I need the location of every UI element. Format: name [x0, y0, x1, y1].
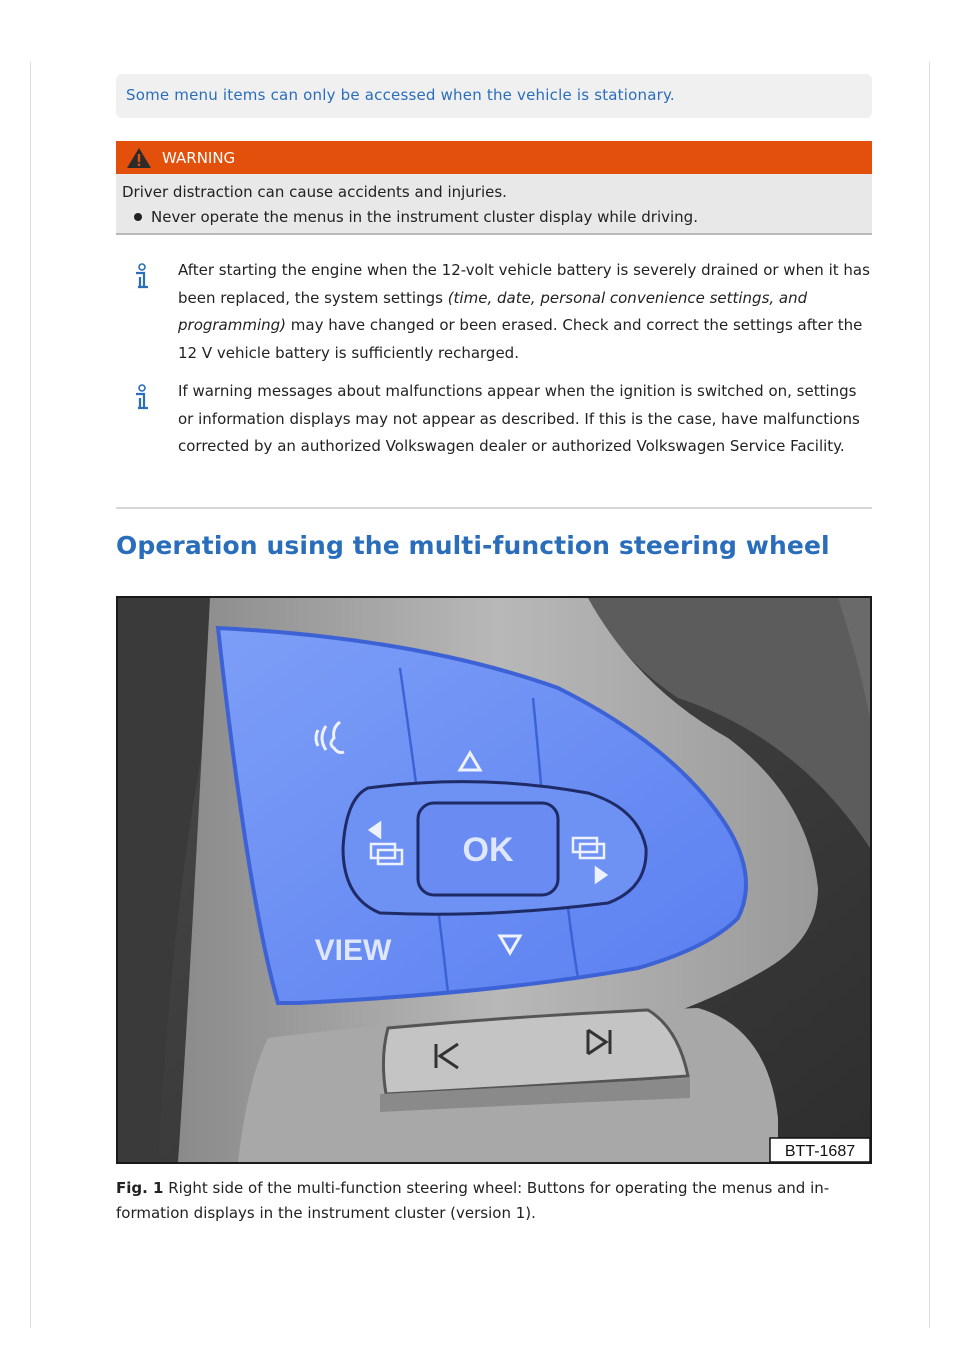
ok-button-label: OK	[462, 831, 514, 869]
warning-title: WARNING	[162, 148, 236, 167]
note-text: Some menu items can only be accessed when the vehicle is stationary.	[126, 86, 675, 104]
steering-wheel-figure	[116, 596, 872, 1164]
warning-header	[116, 141, 872, 174]
steering-wheel-illustration	[118, 598, 870, 1162]
info-note-1-italic: (time, date, personal convenience settings, and programming)	[178, 288, 808, 334]
info-icon	[130, 384, 154, 412]
view-button-label: VIEW	[314, 934, 392, 967]
warning-body	[116, 174, 872, 235]
warning-triangle-icon	[126, 147, 152, 169]
figure-caption-text: Right side of the multi-function steering wheel: Buttons for operating the menus and information displays in the instrument cluster (version 1).	[116, 1179, 830, 1222]
warning-bullet-text: Never operate the menus in the instrument cluster display while driving.	[151, 208, 698, 226]
warning-text: Driver distraction can cause accidents and injuries.	[122, 183, 507, 201]
section-divider	[116, 507, 872, 509]
warning-bullet	[122, 208, 866, 226]
page-margin-line-left	[30, 62, 31, 1328]
info-note-1	[116, 257, 872, 367]
figure-caption-label: Fig. 1	[116, 1179, 164, 1197]
bullet-dot	[134, 213, 142, 221]
info-note-1-part-end: may have changed or been erased. Check and correct the settings after the 12 V vehicle battery is sufficiently recharged.	[178, 316, 863, 362]
info-icon	[130, 263, 154, 291]
figure-caption	[116, 1176, 872, 1226]
section-title: Operation using the multi-function steering wheel	[116, 531, 830, 560]
info-note-2	[116, 378, 872, 461]
page-margin-line-right	[929, 62, 930, 1328]
info-note-1-part: After starting the engine when the 12-volt vehicle battery is severely drained or when it has been replaced, the system settings	[178, 261, 870, 307]
image-code-label: BTT-1687	[784, 1143, 856, 1160]
info-note-2-text: If warning messages about malfunctions appear when the ignition is switched on, settings or information displays may not appear as described. If this is the case, have malfunctions corrected by an authorized Volkswagen dealer or authorized Volkswagen Service Facility.	[178, 382, 860, 455]
note-box	[116, 74, 872, 118]
info-note-1-text	[178, 257, 872, 367]
